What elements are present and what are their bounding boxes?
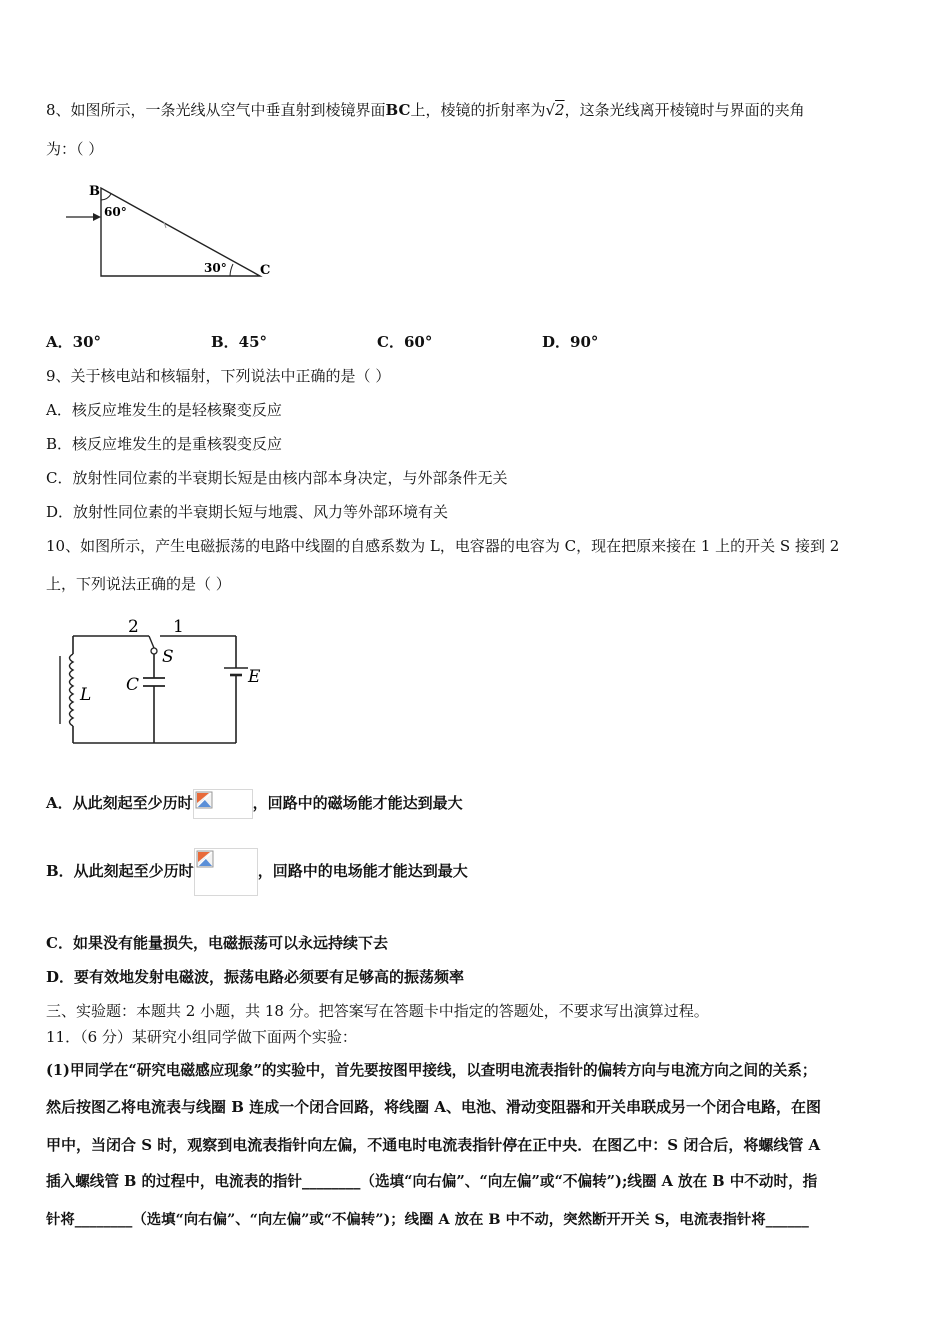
q8-stem-text-c: ，这条光线离开棱镜时与界面的夹角	[564, 101, 805, 119]
q10-option-b-post: ，回路中的电场能才能达到最大	[257, 862, 468, 880]
sqrt-value: 2	[555, 101, 565, 119]
q10-option-a-post: ，回路中的磁场能才能达到最大	[252, 794, 463, 812]
q8-stem-line1	[46, 100, 805, 120]
terminal-2-label: 2	[128, 617, 139, 637]
q11-stem: 11．（6 分）某研究小组同学做下面两个实验：	[46, 1028, 357, 1046]
q11-paragraph-line5: 针将________（选填“向右偏”、“向左偏”或“不偏转”)；线圈 A 放在 B 中不动，突然断开开关 S，电流表指针将______	[46, 1211, 809, 1228]
prism-triangle	[101, 188, 260, 276]
q8-option-d[interactable]: D．90°	[542, 333, 599, 351]
switch-pivot	[151, 648, 157, 654]
incident-ray-arrow	[93, 213, 101, 221]
missing-formula-image-a	[193, 789, 253, 819]
broken-image-icon	[195, 791, 213, 809]
q9-option-a[interactable]: A．核反应堆发生的是轻核聚变反应	[46, 401, 282, 419]
battery-e-label: E	[248, 667, 261, 687]
q10-stem-line2: 上，下列说法正确的是（ ）	[46, 575, 231, 593]
inductor-l-label: L	[80, 685, 92, 705]
q9-option-c[interactable]: C．放射性同位素的半衰期长短是由核内部本身决定，与外部条件无关	[46, 469, 508, 487]
missing-formula-image-b	[194, 848, 258, 896]
vertex-b-label: B	[89, 184, 100, 199]
q9-option-d[interactable]: D．放射性同位素的半衰期长短与地震、风力等外部环境有关	[46, 503, 449, 521]
section3-heading: 三、实验题：本题共 2 小题，共 18 分。把答案写在答题卡中指定的答题处，不要求写出演算过程。	[46, 1002, 709, 1020]
q8-stem-text-a: 8、如图所示，一条光线从空气中垂直射到棱镜界面	[46, 101, 386, 119]
q11-paragraph-line4: 插入螺线管 B 的过程中，电流表的指针________（选填“向右偏”、“向左偏”或“不偏转”);线圈 A 放在 B 中不动时，指	[46, 1173, 818, 1190]
q9-stem: 9、关于核电站和核辐射，下列说法中正确的是（ ）	[46, 367, 391, 385]
switch-s-label: S	[162, 647, 174, 667]
q10-option-c[interactable]: C．如果没有能量损失，电磁振荡可以永远持续下去	[46, 934, 388, 952]
q11-paragraph-line3: 甲中，当闭合 S 时，观察到电流表指针向左偏，不通电时电流表指针停在正中央．在图乙中：S 闭合后，将螺线管 A	[46, 1136, 821, 1154]
q10-option-b-pre: B．从此刻起至少历时	[46, 862, 194, 880]
angle-b-arc	[101, 194, 111, 200]
q8-option-a[interactable]: A．30°	[46, 333, 102, 351]
lc-circuit-figure	[50, 610, 280, 750]
q8-option-c[interactable]: C．60°	[377, 333, 433, 351]
vertex-c-label: C	[260, 263, 271, 278]
angle-b-label: 60°	[104, 205, 127, 219]
inductor-coil	[70, 654, 74, 726]
angle-c-arc	[230, 264, 233, 276]
q8-stem-line2: 为：（ ）	[46, 140, 104, 158]
switch-blade	[149, 636, 154, 648]
capacitor-c-label: C	[126, 675, 140, 695]
q10-option-b[interactable]	[46, 847, 468, 896]
q8-stem-bc: BC	[385, 101, 411, 119]
terminal-1-label: 1	[173, 617, 184, 637]
prism-figure	[60, 178, 290, 288]
angle-c-label: 30°	[204, 261, 227, 275]
q11-paragraph-line1: (1)甲同学在“研究电磁感应现象”的实验中，首先要按图甲接线，以查明电流表指针的偏转方向与电流方向之间的关系；	[46, 1062, 817, 1079]
q10-option-a[interactable]	[46, 788, 463, 819]
broken-image-icon	[196, 850, 214, 868]
q10-option-d[interactable]: D．要有效地发射电磁波，振荡电路必须要有足够高的振荡频率	[46, 968, 465, 986]
q9-option-b[interactable]: B．核反应堆发生的是重核裂变反应	[46, 435, 283, 453]
q8-option-b[interactable]: B．45°	[211, 333, 268, 351]
q8-stem-text-b: 上，棱镜的折射率为	[410, 101, 546, 119]
q10-option-a-pre: A．从此刻起至少历时	[46, 794, 193, 812]
q11-paragraph-line2: 然后按图乙将电流表与线圈 B 连成一个闭合回路，将线圈 A、电池、滑动变阻器和开关串联成另一个闭合电路，在图	[46, 1098, 821, 1116]
sqrt-symbol: √2	[545, 101, 565, 119]
q10-stem-line1: 10、如图所示，产生电磁振荡的电路中线圈的自感系数为 L，电容器的电容为 C，现在把原来接在 1 上的开关 S 接到 2	[46, 537, 840, 555]
